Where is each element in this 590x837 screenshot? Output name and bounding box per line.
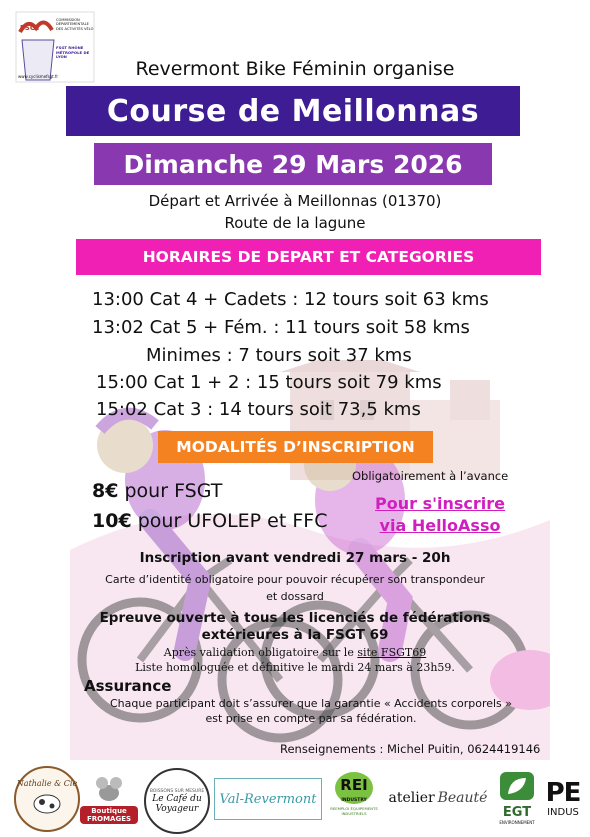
fsgt-commission-logo [14,10,96,84]
sponsor-nathalie-name: Nathalie & Cie [16,779,78,788]
schedule-line: 13:00 Cat 4 + Cadets : 12 tours soit 63 kms [92,289,489,310]
sponsor-fromages-name: Boutique FROMAGES [80,806,138,824]
sponsor-egt-name: EGT [502,804,532,820]
event-title: Course de Meillonnas [66,86,520,136]
sponsor-beaute-name: Beauté [437,790,488,806]
leaf-icon [498,770,536,802]
sponsor-egt-logo [494,766,540,828]
registration-deadline: Inscription avant vendredi 27 mars - 20h [139,550,451,566]
price-fsgt-label: pour FSGT [118,480,223,502]
price-fsgt-amount: 8€ [92,480,119,502]
schedule-line: 15:00 Cat 1 + 2 : 15 tours soit 79 kms [96,372,442,393]
sponsor-nathalie-logo [14,766,80,832]
mandatory-note: Obligatoirement à l’avance [352,469,509,483]
fsgt69-site-link[interactable]: site FSGT69 [357,646,427,659]
sponsor-atelier-beaute-logo [388,774,488,822]
logo-url-text: www.cyclismefsgt.fr [18,74,59,79]
sponsor-pe-name: PE [545,778,581,808]
sponsor-pe-sub: INDUS [547,807,579,818]
logo-rhone-text: FSGT RHÔNE MÉTROPOLE DE LYON [56,45,90,60]
insurance-line-1: Chaque participant doit s’assurer que la garantie « Accidents corporels » [109,697,513,710]
cow-icon [30,788,64,816]
price-fsgt [92,480,222,502]
validation-prefix: Après validation obligatoire sur le [163,646,358,659]
homologation-note: Liste homologuée et définitive le mardi 24 mars à 23h59. [135,661,455,674]
sponsor-rei-note: REEMPLOI ÉQUIPEMENTS INDUSTRIELS [330,806,378,816]
contact-info: Renseignements : Michel Puitin, 0624419146 [280,742,541,756]
registration-heading: MODALITÉS D’INSCRIPTION [158,431,433,463]
open-to-federations [70,610,520,644]
sponsor-rei-name: REI INDUSTRY [335,772,373,804]
sponsor-atelier-name: atelier [388,790,435,806]
address-line-2: Route de la lagune [224,214,366,232]
price-ufolep-ffc [92,510,327,532]
logo-fsgt-text: FSGT [20,24,41,32]
schedule-heading: HORAIRES DE DEPART ET CATEGORIES [76,239,541,275]
helloasso-link[interactable] [364,493,516,537]
open-line-1: Epreuve ouverte à tous les licenciés de fédérations [99,610,491,626]
sponsor-cafe-voyageur-logo [144,768,210,834]
helloasso-link-line2[interactable]: via HelloAsso [379,516,501,535]
organiser-line: Revermont Bike Féminin organise [135,58,455,80]
open-line-2: extérieures à la FSGT 69 [201,627,389,643]
sponsor-val-revermont-logo: Val-Revermont [214,778,322,820]
sponsor-cafe-ring-text: BOISSONS SUR MESURE [149,788,205,794]
insurance-title: Assurance [84,677,172,695]
sponsor-fromages-logo [80,772,138,826]
price-ufolep-amount: 10€ [92,510,132,532]
price-ufolep-label: pour UFOLEP et FFC [131,510,328,532]
address-line-1: Départ et Arrivée à Meillonnas (01370) [148,192,442,210]
helloasso-link-line1[interactable]: Pour s'inscrire [375,494,505,513]
validation-note [70,646,520,659]
schedule-line: 15:02 Cat 3 : 14 tours soit 73,5 kms [96,399,421,420]
sponsor-egt-sub: ENVIRONNEMENT [499,819,535,825]
schedule-line: Minimes : 7 tours soit 37 kms [146,345,412,366]
event-date: Dimanche 29 Mars 2026 [94,143,492,185]
schedule-line: 13:02 Cat 5 + Fém. : 11 tours soit 58 kms [92,317,470,338]
sponsor-cafe-name: Le Café du Voyageur [152,793,202,814]
logo-commission-text: COMMISSION DÉPARTEMENTALE DES ACTIVITÉS VÉLO [56,18,94,31]
id-card-note-2: et dossard [266,590,324,603]
mouse-icon [93,775,125,803]
insurance-line-2: est prise en compte par sa fédération. [205,712,417,725]
id-card-note-1: Carte d’identité obligatoire pour pouvoir récupérer son transpondeur [105,573,485,586]
sponsor-pe-indus-logo [542,772,584,826]
sponsor-rei-logo [326,770,382,818]
insurance-text [76,696,546,726]
